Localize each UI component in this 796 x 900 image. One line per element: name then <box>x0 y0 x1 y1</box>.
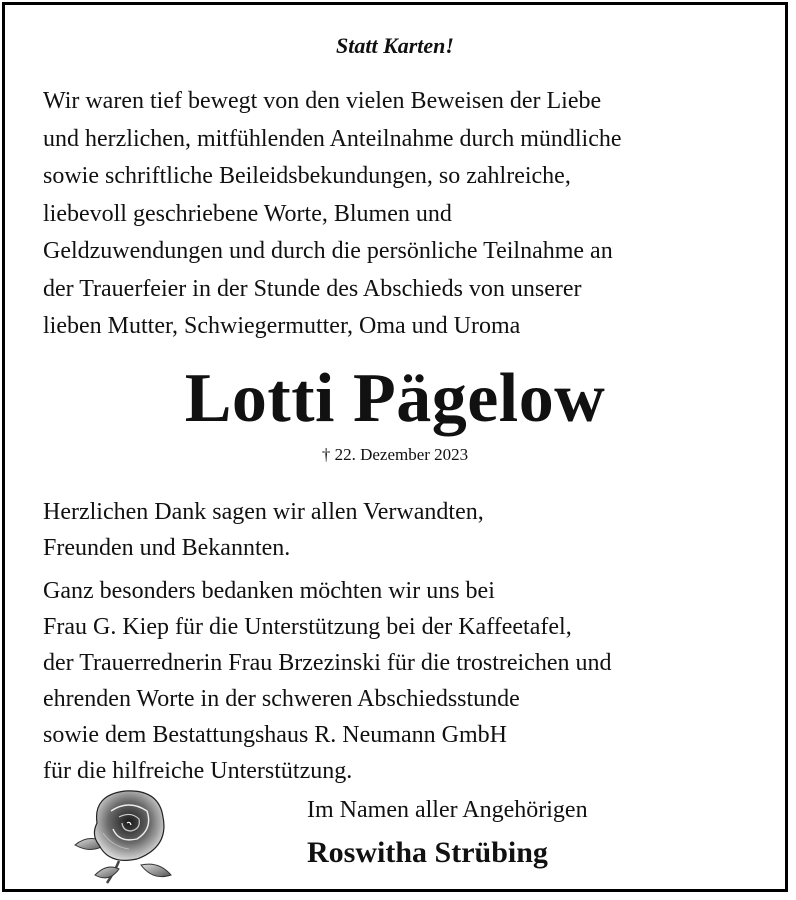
intro-paragraph <box>43 83 622 346</box>
signature-intro: Im Namen aller Angehörigen <box>307 797 588 823</box>
intro-line: sowie schriftliche Beileidsbekundungen, so zahlreiche, <box>43 163 571 189</box>
special-thanks-line: für die hilfreiche Unterstützung. <box>43 758 353 784</box>
special-thanks-line: der Trauerrednerin Frau Brzezinski für die trostreichen und <box>43 650 612 676</box>
intro-line: lieben Mutter, Schwiegermutter, Oma und Uroma <box>43 313 521 339</box>
death-date: † 22. Dezember 2023 <box>321 445 469 464</box>
intro-line: Geldzuwendungen und durch die persönliche Teilnahme an <box>43 238 613 264</box>
rose-icon <box>67 783 189 893</box>
intro-line: liebevoll geschriebene Worte, Blumen und <box>43 200 452 227</box>
special-thanks-line: Ganz besonders bedanken möchten wir uns bei <box>43 578 495 604</box>
special-thanks-line: sowie dem Bestattungshaus R. Neumann GmbH <box>43 722 507 748</box>
obituary-notice <box>2 2 788 892</box>
special-thanks-line: ehrenden Worte in der schweren Abschiedsstunde <box>43 686 520 712</box>
thanks-line: Freunden und Bekannten. <box>43 535 291 561</box>
special-thanks-paragraph <box>43 573 612 789</box>
signature-name: Roswitha Strübing <box>307 836 548 869</box>
intro-line: und herzlichen, mitfühlenden Anteilnahme durch mündliche <box>43 125 622 152</box>
intro-line: Wir waren tief bewegt von den vielen Beweisen der Liebe <box>43 88 602 114</box>
special-thanks-line: Frau G. Kiep für die Unterstützung bei der Kaffeetafel, <box>43 614 572 640</box>
thanks-paragraph <box>43 494 484 566</box>
deceased-name: Lotti Pägelow <box>184 360 606 437</box>
intro-line: der Trauerfeier in der Stunde des Abschieds von unserer <box>43 275 582 302</box>
thanks-line: Herzlichen Dank sagen wir allen Verwandten, <box>43 499 484 525</box>
header-statt-karten: Statt Karten! <box>336 33 454 58</box>
